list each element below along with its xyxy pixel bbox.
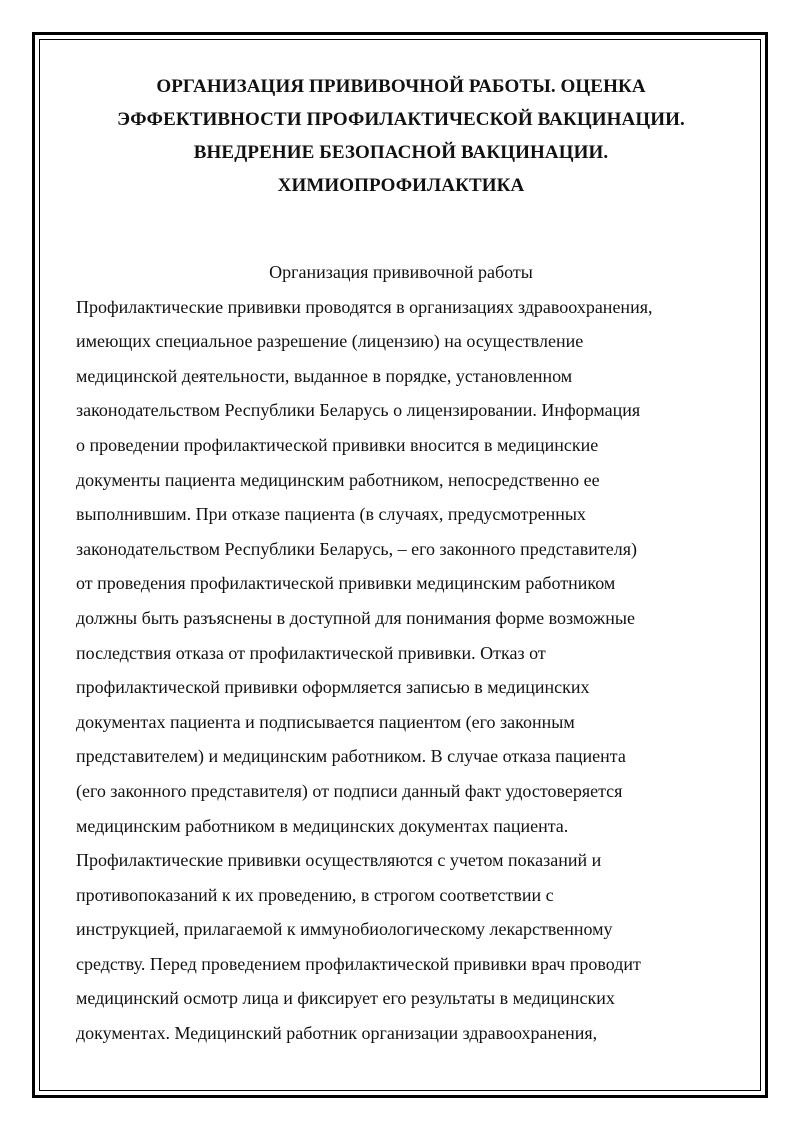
body-paragraph bbox=[76, 290, 726, 1051]
body-line: медицинским работником в медицинских документах пациента. bbox=[76, 815, 569, 836]
section-heading: Организация прививочной работы bbox=[269, 262, 533, 282]
body-line: последствия отказа от профилактической прививки. Отказ от bbox=[76, 642, 546, 663]
body-line: от проведения профилактической прививки медицинским работником bbox=[76, 573, 616, 594]
body-line: противопоказаний к их проведению, в строгом соответствии с bbox=[76, 884, 554, 905]
body-line: документы пациента медицинским работником, непосредственно ее bbox=[76, 469, 600, 490]
title-line: ОРГАНИЗАЦИЯ ПРИВИВОЧНОЙ РАБОТЫ. ОЦЕНКА bbox=[156, 76, 646, 97]
body-line: о проведении профилактической прививки вносится в медицинские bbox=[76, 434, 599, 455]
document-content bbox=[76, 70, 726, 1051]
title-line: ВНЕДРЕНИЕ БЕЗОПАСНОЙ ВАКЦИНАЦИИ. bbox=[193, 142, 609, 163]
body-line: представителем) и медицинским работником. В случае отказа пациента bbox=[76, 746, 626, 767]
body-line: инструкцией, прилагаемой к иммунобиологическому лекарственному bbox=[76, 919, 613, 940]
body-line: средству. Перед проведением профилактической прививки врач проводит bbox=[76, 953, 641, 974]
body-line: должны быть разъяснены в доступной для понимания форме возможные bbox=[76, 607, 635, 628]
body-line: документах. Медицинский работник организации здравоохранения, bbox=[76, 1023, 598, 1044]
title-line: ХИМИОПРОФИЛАКТИКА bbox=[277, 175, 525, 196]
body-line: (его законного представителя) от подписи данный факт удостоверяется bbox=[76, 780, 623, 801]
body-line: Профилактические прививки проводятся в организациях здравоохранения, bbox=[76, 296, 653, 317]
body-line: Профилактические прививки осуществляются с учетом показаний и bbox=[76, 850, 602, 871]
title-line: ЭФФЕКТИВНОСТИ ПРОФИЛАКТИЧЕСКОЙ ВАКЦИНАЦИИ. bbox=[117, 109, 685, 130]
body-line: законодательством Республики Беларусь о лицензировании. Информация bbox=[76, 400, 641, 421]
body-line: медицинский осмотр лица и фиксирует его результаты в медицинских bbox=[76, 988, 615, 1009]
body-line: имеющих специальное разрешение (лицензию) на осуществление bbox=[76, 331, 584, 352]
body-line: профилактической прививки оформляется записью в медицинских bbox=[76, 677, 590, 698]
body-line: медицинской деятельности, выданное в порядке, установленном bbox=[76, 365, 573, 386]
body-line: законодательством Республики Беларусь, – его законного представителя) bbox=[76, 538, 638, 559]
body-line: выполнившим. При отказе пациента (в случаях, предусмотренных bbox=[76, 504, 586, 525]
body-line: документах пациента и подписывается пациентом (его законным bbox=[76, 711, 575, 732]
document-title bbox=[76, 70, 726, 202]
